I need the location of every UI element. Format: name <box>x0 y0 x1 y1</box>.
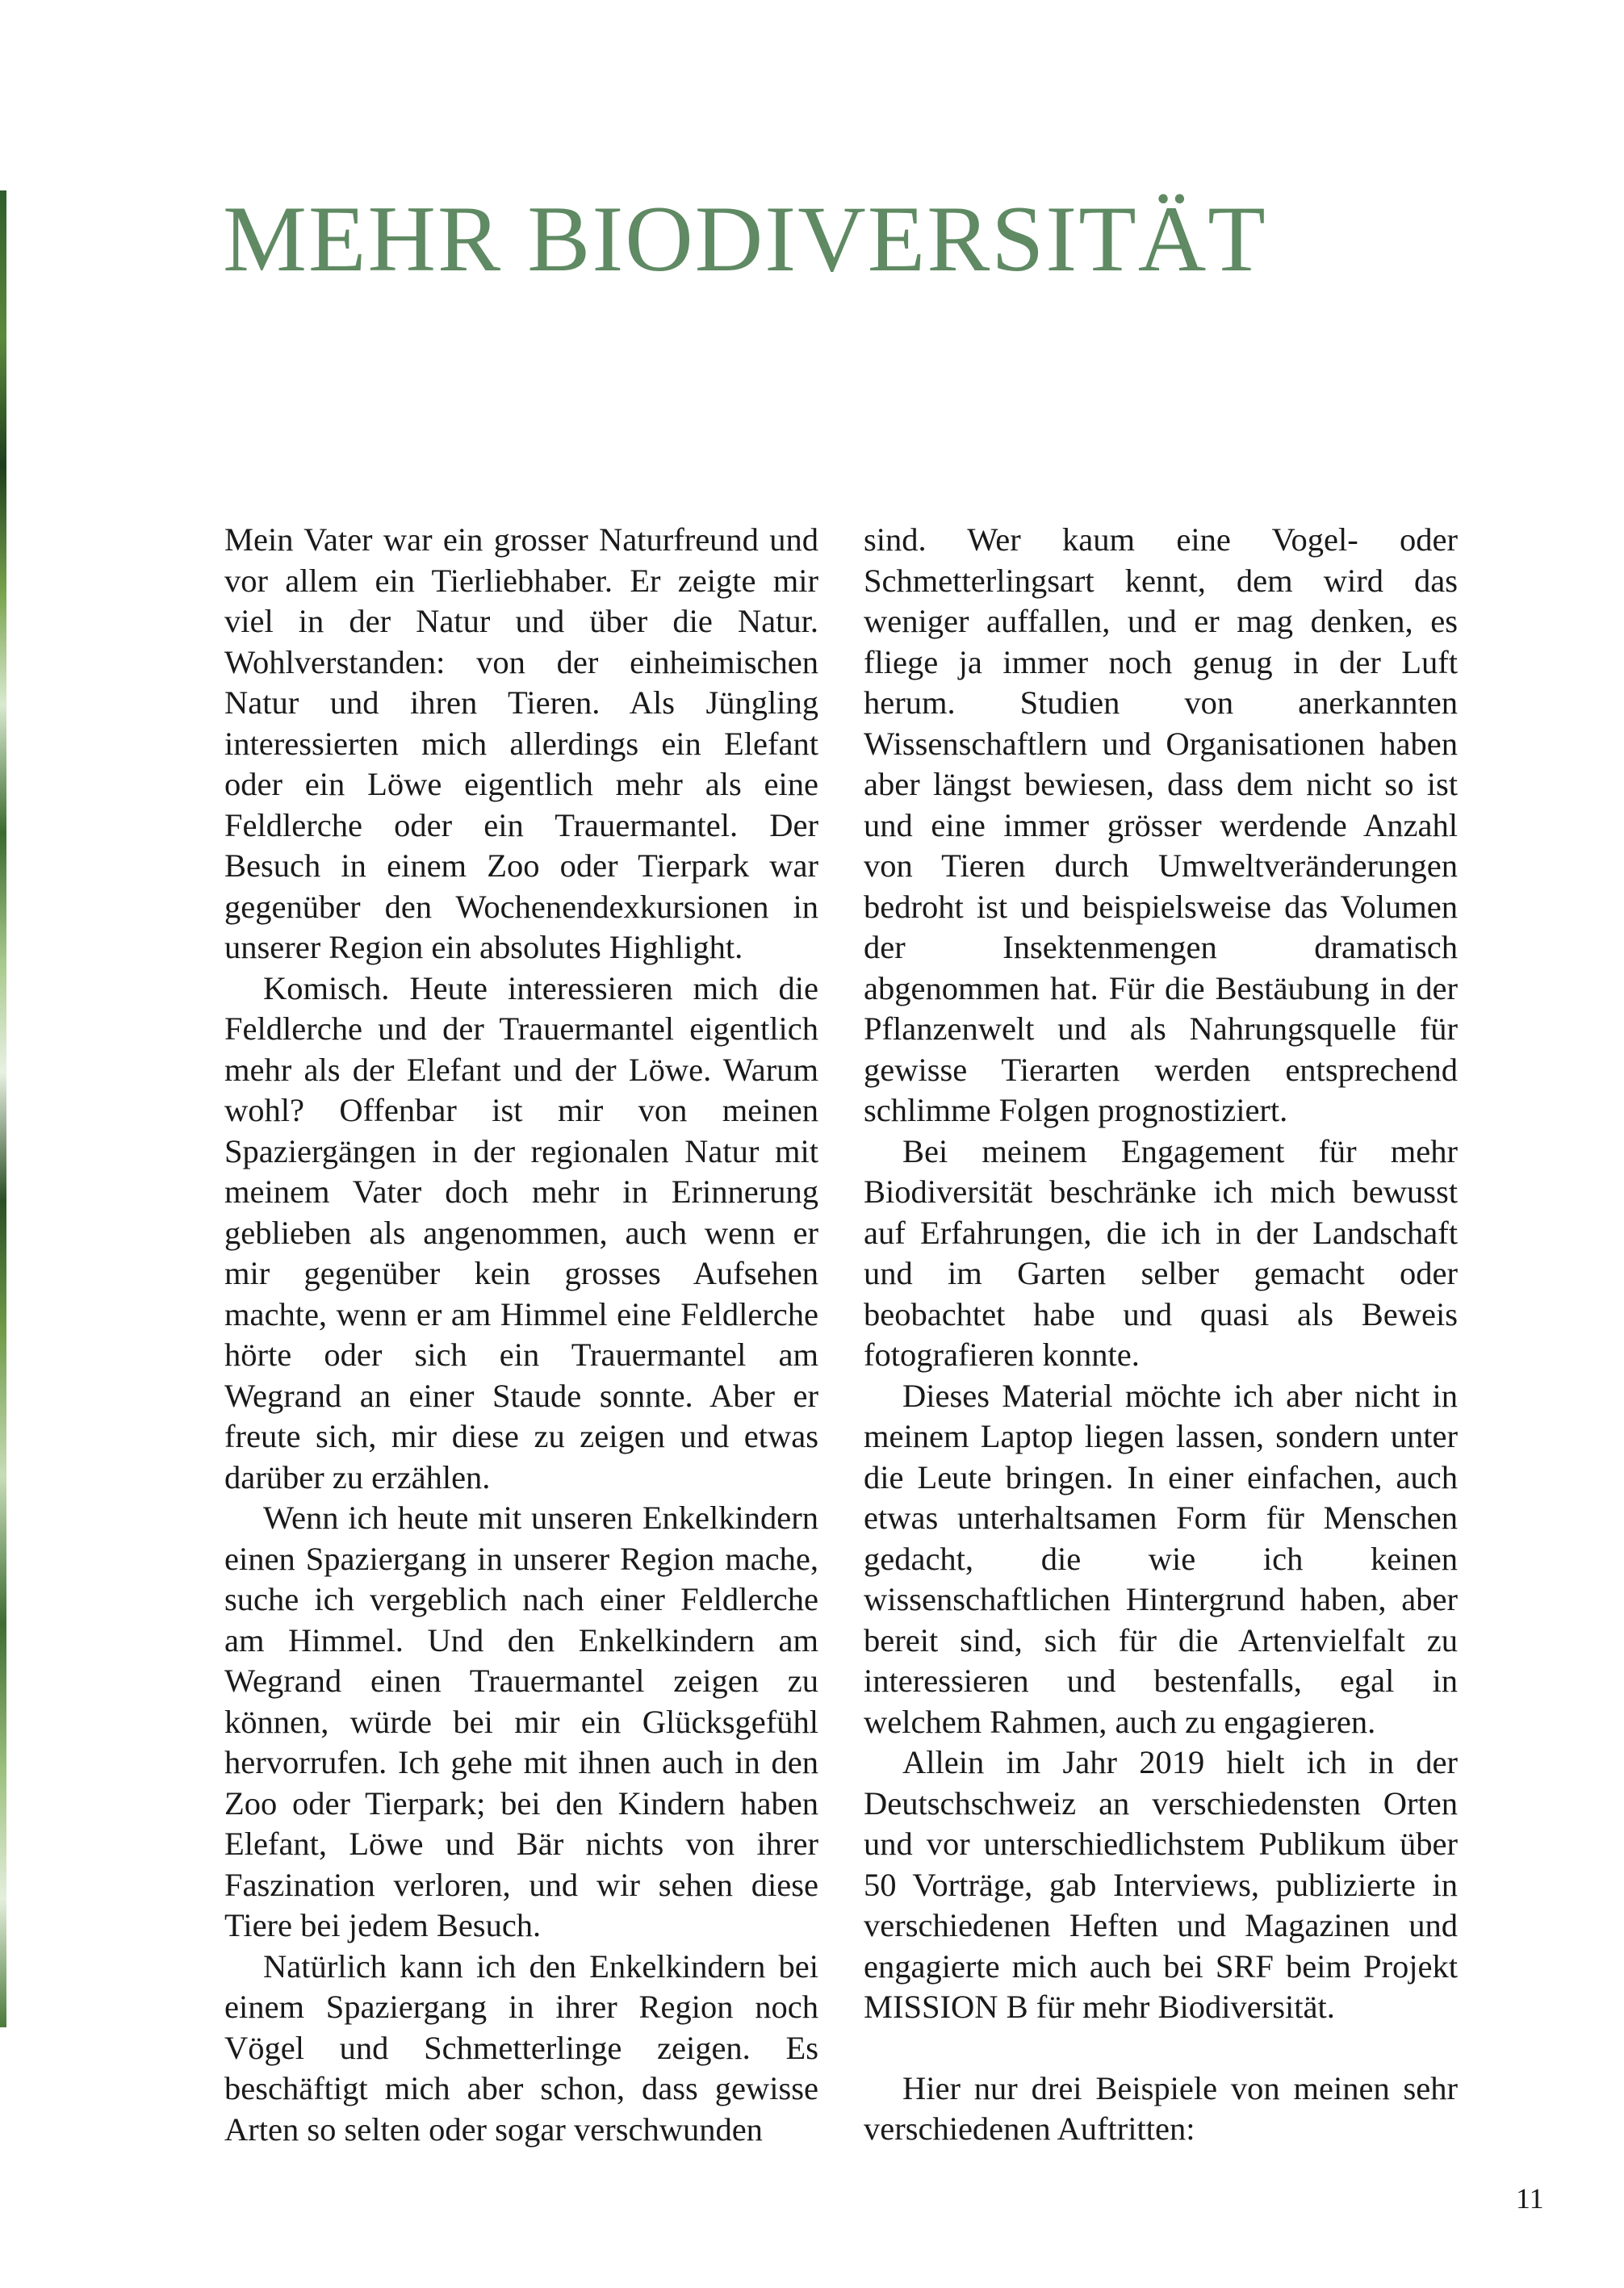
page-number: 11 <box>1516 2182 1544 2215</box>
paragraph: Bei meinem Engagement für mehr Biodiversität beschränke ich mich bewusst auf Erfahrungen, die ich in der Landschaft und im Garten selber gemacht oder beobachtet habe und quasi als Beweis fotografieren konnte. <box>864 1132 1458 1373</box>
paragraph: Allein im Jahr 2019 hielt ich in der Deutschschweiz an verschiedensten Orten und vor unterschiedlichstem Publikum über 50 Vorträge, gab Interviews, publizierte in verschiedenen Heften und Magazinen und engagierte mich auch bei SRF beim Projekt MISSION B für mehr Biodiversität. <box>864 1744 1458 2025</box>
paragraph: Mein Vater war ein grosser Naturfreund und vor allem ein Tierliebhaber. Er zeigte mir viel in der Natur und über die Natur. Wohlverstanden: von der einheimischen Natur und ihren Tieren. Als Jüngling interessierten mich allerdings ein Elefant oder ein Löwe eigentlich mehr als eine Feldlerche oder ein Trauermantel. Der Besuch in einem Zoo oder Tierpark war gegenüber den Wochenendexkursionen in unserer Region ein absolutes Highlight. <box>224 521 818 965</box>
paragraph: sind. Wer kaum eine Vogel- oder Schmetterlingsart kennt, dem wird das weniger auffallen, und er mag denken, es fliege ja immer noch genug in der Luft herum. Studien von anerkannten Wissenschaftlern und Organisationen haben aber längst bewiesen, dass dem nicht so ist und eine immer grösser werdende Anzahl von Tieren durch Umweltveränderungen bedroht ist und beispielsweise das Volumen der Insektenmengen dramatisch abgenommen hat. Für die Bestäubung in der Pflanzenwelt und als Nahrungsquelle für gewisse Tierarten werden entsprechend schlimme Folgen prognostiziert. <box>864 521 1458 1128</box>
edge-photo-strip <box>0 190 6 2027</box>
paragraph: Wenn ich heute mit unseren Enkelkindern einen Spaziergang in unserer Region mache, suche ich vergeblich nach einer Feldlerche am Himmel. Und den Enkelkindern am Wegrand einen Trauermantel zeigen zu können, würde bei mir ein Glücksgefühl hervorrufen. Ich gehe mit ihnen auch in den Zoo oder Tierpark; bei den Kindern haben Elefant, Löwe und Bär nichts von ihrer Faszination verloren, und wir sehen diese Tiere bei jedem Besuch. <box>224 1500 818 1943</box>
paragraph: Natürlich kann ich den Enkelkindern bei einem Spaziergang in ihrer Region noch Vögel und Schmetterlinge zeigen. Es beschäftigt mich aber schon, dass gewisse Arten so selten oder sogar verschwunden <box>224 1947 818 2148</box>
page-title: MEHR BIODIVERSITÄT <box>223 187 1267 291</box>
paragraph: Dieses Material möchte ich aber nicht in meinem Laptop liegen lassen, sondern unter die Leute bringen. In einer einfachen, auch etwas unterhaltsamen Form für Menschen gedacht, die wie ich keinen wissenschaftlichen Hintergrund haben, aber bereit sind, sich für die Artenvielfalt zu interessieren und bestenfalls, egal in welchem Rahmen, auch zu engagieren. <box>864 1377 1458 1740</box>
text-column-right <box>864 520 1458 2150</box>
text-column-left <box>224 520 818 2150</box>
paragraph: Hier nur drei Beispiele von meinen sehr verschiedenen Auftritten: <box>864 2069 1458 2147</box>
paragraph: Komisch. Heute interessieren mich die Feldlerche und der Trauermantel eigentlich mehr als der Elefant und der Löwe. Warum wohl? Offenbar ist mir von meinen Spaziergängen in der regionalen Natur mit meinem Vater doch mehr in Erinnerung geblieben als angenommen, auch wenn er mir gegenüber kein grosses Aufsehen machte, wenn er am Himmel eine Feldlerche hörte oder sich ein Trauermantel am Wegrand an einer Staude sonnte. Aber er freute sich, mir diese zu zeigen und etwas darüber zu erzählen. <box>224 969 818 1495</box>
